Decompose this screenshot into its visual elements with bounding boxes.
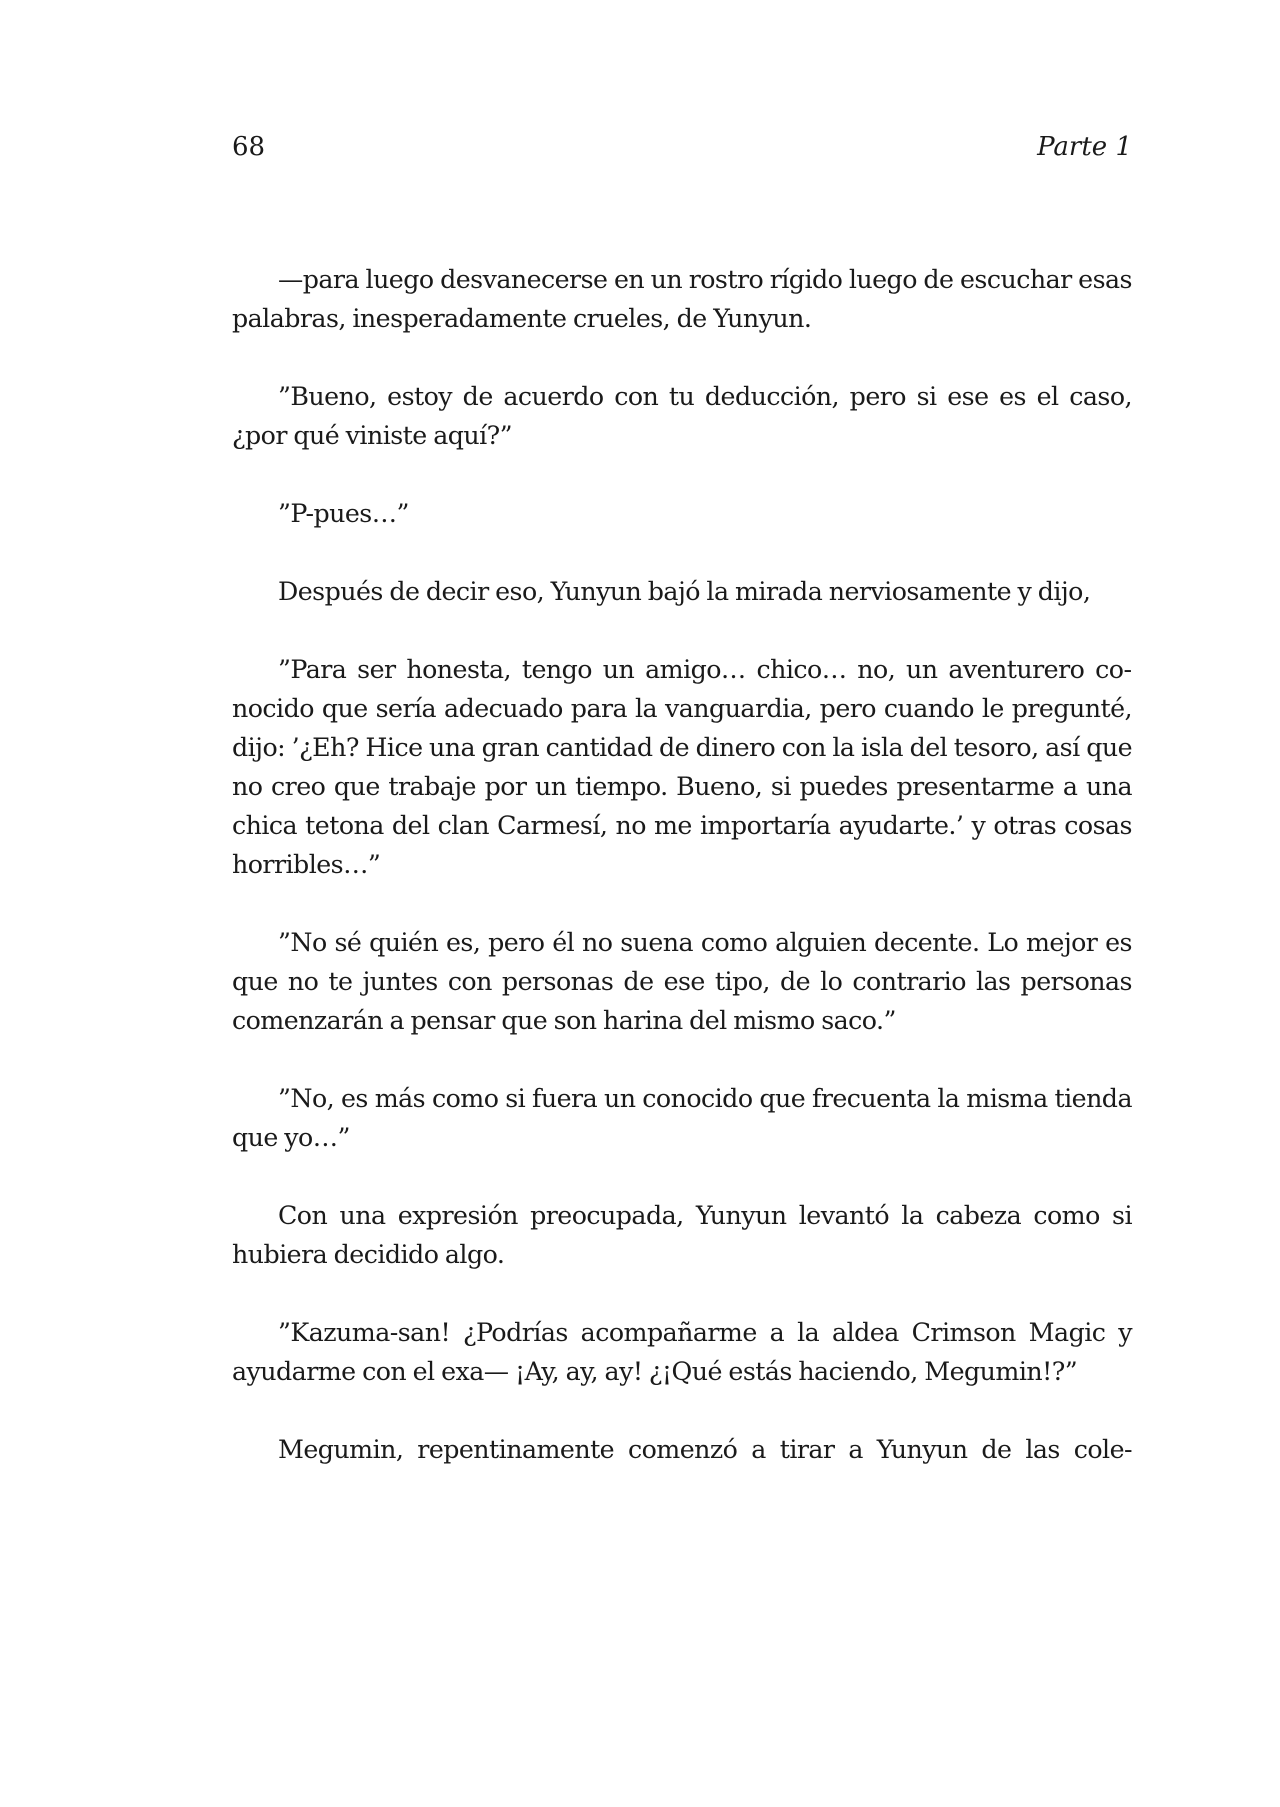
running-header — [232, 132, 1132, 172]
body-text — [232, 260, 1132, 1469]
page-number: 68 — [232, 132, 266, 162]
paragraph: ”P-pues…” — [278, 499, 409, 528]
paragraph: ”Bueno, estoy de acuerdo con tu deducción, pero si ese es el caso, ¿por qué viniste aquí?” — [232, 382, 1132, 450]
paragraph: ”No, es más como si fuera un conocido que frecuenta la misma tienda que yo…” — [232, 1084, 1132, 1152]
paragraph: ”No sé quién es, pero él no suena como alguien decente. Lo mejor es que no te juntes con personas de ese tipo, de lo contrario las personas comenzarán a pensar que son harina del mismo saco.” — [232, 928, 1132, 1035]
paragraph: ”Para ser honesta, tengo un amigo… chico… no, un aventurero conocido que sería adecuado para la vanguardia, pero cuando le pregunté, dijo: ’¿Eh? Hice una gran cantidad de dinero con la isla del tesoro, así que no creo que trabaje por un tiempo. Bueno, si puedes presentarme a una chica tetona del clan Carmesí, no me importaría ayudarte.’ y otras cosas horribles…” — [232, 655, 1132, 879]
paragraph: Con una expresión preocupada, Yunyun levantó la cabeza como si hubiera decidido algo. — [232, 1201, 1132, 1269]
paragraph: —para luego desvanecerse en un rostro rígido luego de escuchar esas palabras, inesperadamente crueles, de Yunyun. — [232, 265, 1132, 333]
paragraph: Megumin, repentinamente comenzó a tirar a Yunyun de las cole- — [278, 1435, 1132, 1464]
paragraph: Después de decir eso, Yunyun bajó la mirada nerviosamente y dijo, — [278, 577, 1091, 606]
paragraph: ”Kazuma-san! ¿Podrías acompañarme a la aldea Crimson Magic y ayudarme con el exa— ¡Ay, ay, ay! ¿¡Qué estás haciendo, Megumin!?” — [232, 1318, 1132, 1386]
running-title: Parte 1 — [1037, 132, 1132, 162]
